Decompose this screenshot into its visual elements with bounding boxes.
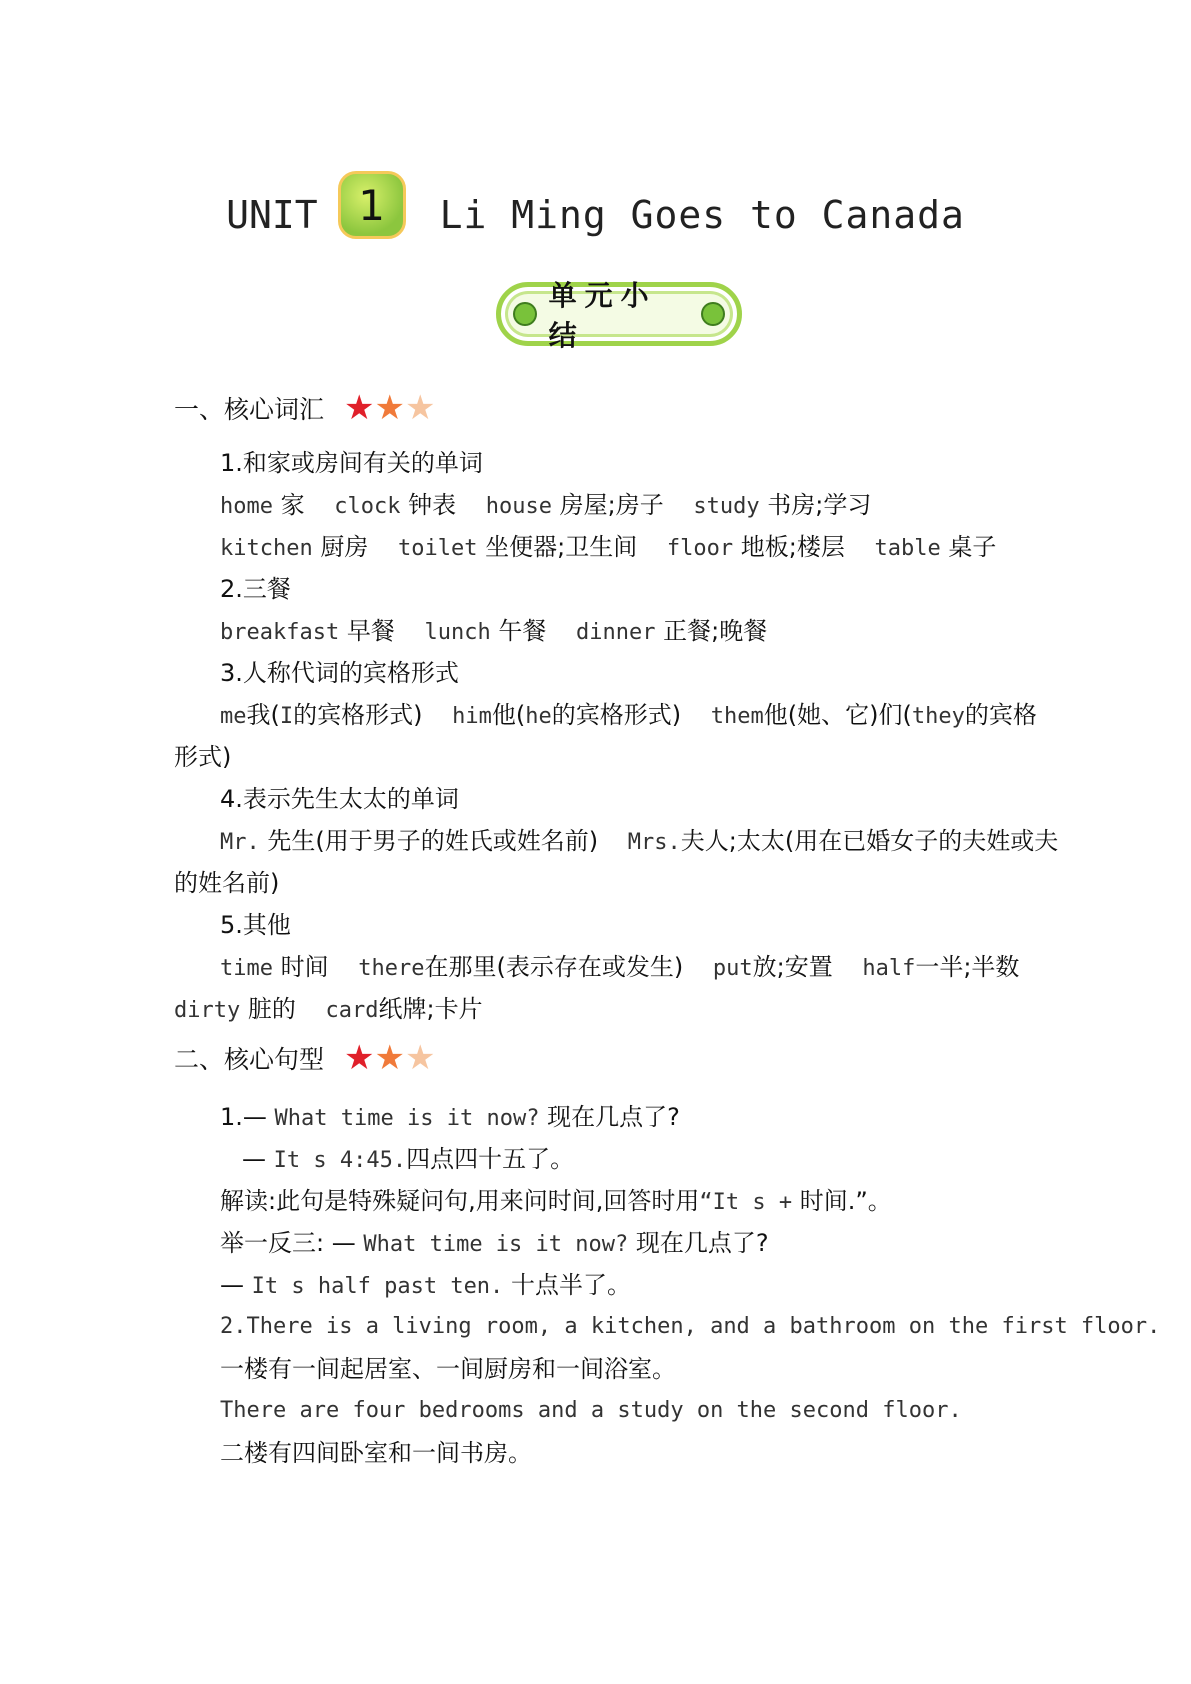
sentence-cn: 现在几点了? [547, 1103, 680, 1131]
word-cn: 一半;半数 [915, 953, 1020, 981]
unit-title: Li Ming Goes to Canada [439, 193, 965, 237]
word-cn: 钟表 [408, 491, 457, 519]
word-en: floor [666, 536, 734, 561]
word-cn: 房屋;房子 [559, 491, 664, 519]
unit-number-badge: 1 [338, 171, 406, 239]
sentence-cn: 十点半了。 [510, 1271, 631, 1299]
note-text: 解读:此句是特殊疑问句,用来问时间,回答时用 [220, 1187, 700, 1215]
sentence-cn: 一楼有一间起居室、一间厨房和一间浴室。 [220, 1355, 676, 1383]
word-cn: 坐便器;卫生间 [485, 533, 638, 561]
vocab-line [220, 530, 996, 566]
sentence-en: There are four bedrooms and a study on the second floor. [220, 1398, 962, 1423]
word-cn: 的宾格形式) [551, 701, 682, 729]
vocab-line [220, 614, 767, 650]
section-title: 一、核心词汇 [174, 395, 325, 424]
word-en: house [485, 494, 553, 519]
rating-stars [344, 388, 436, 428]
wrap-line: 形式) [174, 743, 232, 771]
word-cn: 在那里(表示存在或发生) [424, 953, 684, 981]
star-icon: ★ [374, 1038, 405, 1078]
rating-stars [344, 1038, 436, 1078]
star-icon: ★ [404, 388, 436, 428]
word-en: card [325, 998, 379, 1023]
vocab-line [220, 950, 1019, 986]
dash: — [220, 1271, 244, 1299]
word-cn: 他( [491, 701, 526, 729]
sentence-line [220, 1100, 680, 1136]
note-text: 时间.”。 [799, 1187, 892, 1215]
unit-summary-badge [496, 279, 742, 352]
wrap-line: 的姓名前) [174, 869, 280, 897]
group-label: 4.表示先生太太的单词 [220, 785, 459, 813]
word-cn: 先生(用于男子的姓氏或姓名前) [267, 827, 599, 855]
word-en: them [710, 704, 764, 729]
word-cn: 的宾格 [964, 701, 1037, 729]
word-cn: 纸牌;卡片 [378, 995, 483, 1023]
word-en: toilet [398, 536, 478, 561]
circle-icon [513, 302, 537, 326]
unit-word: UNIT [226, 193, 318, 237]
word-cn: 书房;学习 [767, 491, 872, 519]
word-en: Mr. [220, 830, 260, 855]
word-en: study [693, 494, 760, 519]
word-cn: 放;安置 [752, 953, 833, 981]
sentence-cn: 二楼有四间卧室和一间书房。 [220, 1439, 532, 1467]
word-en: home [220, 494, 273, 519]
word-cn: 正餐;晚餐 [663, 617, 768, 645]
unit-title-row [0, 170, 1191, 260]
sentence-en: What time is it now? [274, 1106, 540, 1131]
section-heading-sentences [174, 1040, 435, 1076]
sentence-cn: 四点四十五了。 [406, 1145, 575, 1173]
word-cn: 的宾格形式) [293, 701, 423, 729]
word-en: they [911, 704, 965, 729]
word-en: put [712, 956, 753, 981]
sentence-en: “It s + [699, 1190, 793, 1215]
group-label: 3.人称代词的宾格形式 [220, 659, 459, 687]
word-cn: 脏的 [247, 995, 296, 1023]
sentence-en: It s 4:45. [273, 1148, 407, 1173]
group-label: 1.和家或房间有关的单词 [220, 449, 483, 477]
word-en: I [279, 704, 294, 729]
example-line [220, 1226, 769, 1262]
sentence-en: What time is it now? [363, 1232, 629, 1257]
star-icon: ★ [344, 1038, 375, 1078]
vocab-line [220, 698, 1037, 734]
star-icon: ★ [344, 388, 375, 428]
word-en: kitchen [220, 536, 313, 561]
word-en: there [358, 956, 425, 981]
word-cn: 桌子 [948, 533, 997, 561]
word-cn: 地板;楼层 [740, 533, 845, 561]
vocab-line [220, 824, 1058, 860]
word-en: clock [334, 494, 401, 519]
sentence-line [242, 1142, 574, 1178]
example-line [220, 1268, 631, 1304]
word-en: half [862, 956, 916, 981]
sentence-number: 1.— [220, 1103, 267, 1131]
word-cn: 夫人;太太(用在已婚女子的夫姓或夫 [680, 827, 1059, 855]
word-en: me [220, 704, 247, 729]
word-en: time [220, 956, 273, 981]
word-cn: 午餐 [498, 617, 547, 645]
word-cn: 他(她、它)们( [763, 701, 912, 729]
star-icon: ★ [374, 388, 405, 428]
note-line [220, 1184, 892, 1220]
word-cn: 我( [246, 701, 280, 729]
word-en: him [452, 704, 492, 729]
word-en: dirty [174, 998, 241, 1023]
sentence-cn: 现在几点了? [635, 1229, 769, 1257]
vocab-line [174, 992, 483, 1028]
word-en: Mrs. [627, 830, 681, 855]
star-icon: ★ [404, 1038, 436, 1078]
badge-text: 单元小结 [548, 279, 657, 352]
word-en: lunch [424, 620, 491, 645]
section-heading-vocabulary [174, 390, 435, 426]
word-cn: 早餐 [346, 617, 395, 645]
dash: — [242, 1145, 266, 1173]
word-en: dinner [576, 620, 656, 645]
word-cn: 时间 [280, 953, 329, 981]
vocab-line [220, 488, 871, 524]
sentence-en: It s half past ten. [251, 1274, 504, 1299]
word-cn: 厨房 [320, 533, 369, 561]
word-en: breakfast [220, 620, 340, 645]
group-label: 5.其他 [220, 911, 291, 939]
word-en: he [525, 704, 552, 729]
group-label: 2.三餐 [220, 575, 291, 603]
sentence-en: 2.There is a living room, a kitchen, and a bathroom on the first floor. [220, 1314, 1161, 1339]
word-cn: 家 [280, 491, 305, 519]
circle-icon [701, 302, 725, 326]
section-title: 二、核心句型 [174, 1045, 325, 1074]
example-label: 举一反三: — [220, 1229, 356, 1257]
word-en: table [874, 536, 941, 561]
